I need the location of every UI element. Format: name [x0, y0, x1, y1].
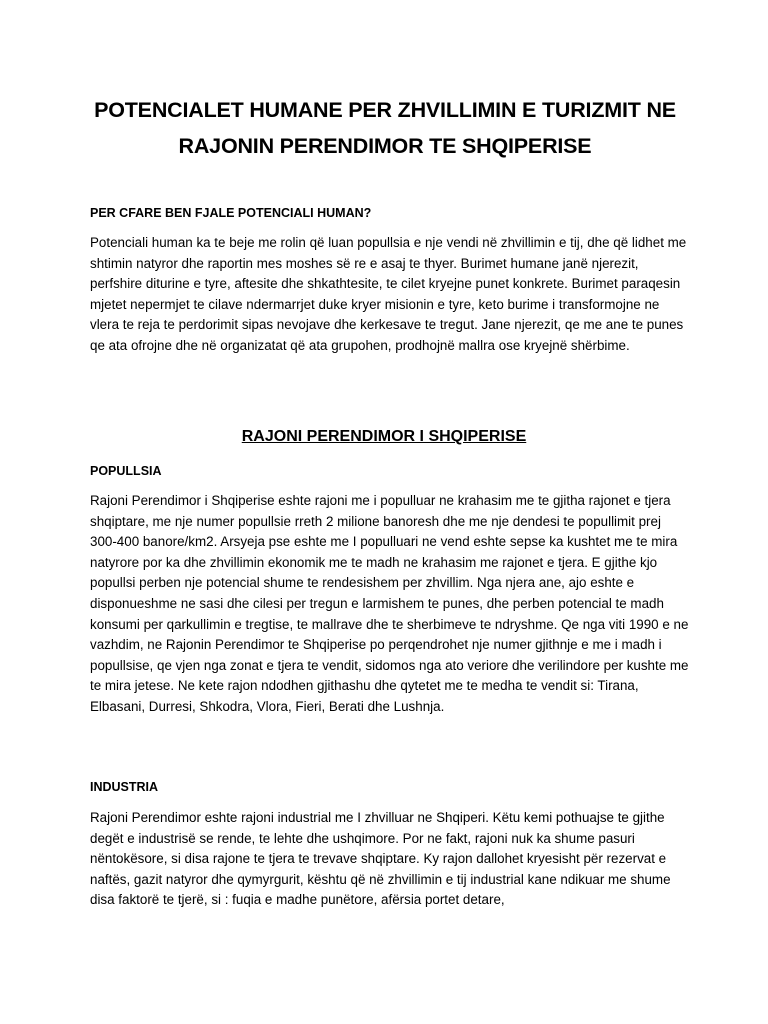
document-title: POTENCIALET HUMANE PER ZHVILLIMIN E TURIZMIT NE RAJONIN PERENDIMOR TE SHQIPERISE — [94, 98, 676, 158]
popullsia-heading: POPULLSIA — [90, 464, 162, 478]
question-paragraph: Potenciali human ka te beje me rolin që luan popullsia e nje vendi në zhvillimin e tij, dhe që lidhet me shtimin natyror dhe raportin mes moshes së re e asaj te thyer. Burimet humane janë njerezit, perfshire diturine e tyre, aftesite dhe shkathtesite, te cilet kryejne punet konkrete. Burimet paraqesin mjetet nepermjet te cilave ndermarrjet duke kryer misionin e tyre, keto burime i transformojne ne vlera te reja te perdorimit sipas nevojave dhe kerkesave te tregut. Jane njerezit, qe me ane te punes qe ata ofrojne dhe në organizatat që ata grupohen, prodhojnë mallra ose kryejnë shërbime. — [90, 235, 687, 353]
section-title: RAJONI PERENDIMOR I SHQIPERISE — [241, 428, 527, 445]
popullsia-paragraph: Rajoni Perendimor i Shqiperise eshte rajoni me i populluar ne krahasim me te gjitha rajonet e tjera shqiptare, me nje numer popullsie rreth 2 milione banoresh dhe me nje dendesi te popullimit prej 300-400 banore/km2. Arsyeja pse eshte me I populluari ne vend eshte sepse ka kushtet me te mira natyrore por ka dhe zhvillimin ekonomik me te madh ne krahasim me rajonet e tjera. E gjithe kjo popullsi perben nje potencial shume te rendesishem per zhvillim. Nga njera ane, ajo eshte e disponueshme ne sasi dhe cilesi per tregun e larmishem te punes, dhe perben potencial te madh konsumi per qarkullimin e tregtise, te mallrave dhe te sherbimeve te ndryshme. Qe nga viti 1990 e ne vazhdim, ne Rajonin Perendimor te Shqiperise po perqendrohet nje numer gjithnje e me i madh i popullsise, qe vjen nga zonat e tjera te vendit, sidomos nga ato veriore dhe verilindore per kushte me te mira jetese. Ne kete rajon ndodhen gjithashu dhe qytetet me te medha te vendit si: Tirana, Elbasani, Durresi, Shkodra, Vlora, Fieri, Berati dhe Lushnja. — [90, 493, 689, 714]
industria-heading: INDUSTRIA — [90, 780, 159, 794]
industria-paragraph: Rajoni Perendimor eshte rajoni industrial me I zhvilluar ne Shqiperi. Këtu kemi pothuajse te gjithe degët e industrisë se rende, te lehte dhe ushqimore. Por ne fakt, rajoni nuk ka shume pasuri nëntokësore, si disa rajone te tjera te trevave shqiptare. Ky rajon dallohet kryesisht për rezervat e naftës, gazit natyror dhe qymyrgurit, kështu që në zhvillimin e tij industrial kane ndikuar me shume disa faktorë te tjerë, si : fuqia e madhe punëtore, afërsia portet detare, — [90, 810, 671, 908]
question-heading: PER CFARE BEN FJALE POTENCIALI HUMAN? — [90, 206, 372, 220]
